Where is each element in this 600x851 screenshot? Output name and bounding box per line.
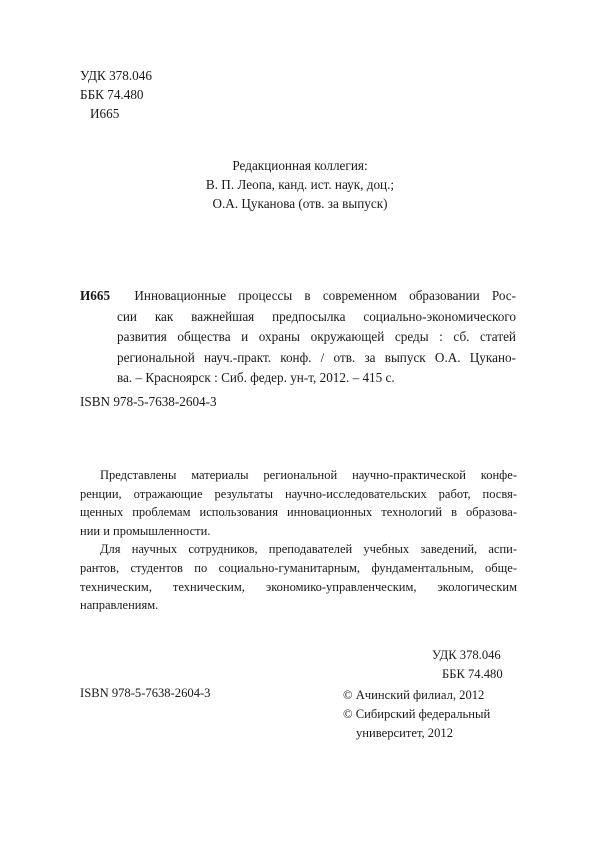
bbk-code-bottom: ББК 74.480 xyxy=(442,667,503,681)
catalog-line: ва. – Красноярск : Сиб. федер. ун-т, 2012. – 415 с. xyxy=(117,370,395,385)
copyright-line: © Ачинский филиал, 2012 xyxy=(343,688,485,702)
author-mark: И665 xyxy=(90,106,120,121)
top-classification-codes xyxy=(80,66,152,123)
udc-code: УДК 378.046 xyxy=(80,68,152,83)
catalog-line: региональной науч.-практ. конф. / отв. за выпуск О.А. Цуканo- xyxy=(117,349,516,365)
editorial-board xyxy=(0,156,600,214)
udc-code-bottom: УДК 378.046 xyxy=(432,648,501,662)
isbn-top: ISBN 978-5-7638-2604-3 xyxy=(80,394,217,409)
catalog-line: развития общества и охраны окружающей среды : сб. статей xyxy=(117,329,516,344)
copyright-block xyxy=(343,686,490,744)
annotation-line: щенных проблемам использования инновационных технологий в образова- xyxy=(80,505,517,520)
catalog-code: И665 xyxy=(80,288,111,303)
annotation-line: направлениям. xyxy=(80,598,159,613)
annotation-line: Для научных сотрудников, преподавателей учебных заведений, аспи- xyxy=(100,542,517,557)
annotation-line: рантов, студентов по социально-гуманитарным, фундаментальным, обще- xyxy=(80,560,517,575)
catalog-line xyxy=(80,286,516,307)
editorial-board-member: О.А. Цуканова (отв. за выпуск) xyxy=(212,196,388,212)
copyright-line: © Сибирский федеральный xyxy=(343,707,491,722)
editorial-board-heading: Редакционная коллегия: xyxy=(232,158,368,173)
annotation-line: ренции, отражающие результаты научно-исследовательских работ, посвя- xyxy=(80,486,517,501)
catalog-entry xyxy=(80,286,516,389)
catalog-line: сии как важнейшая предпосылка социально-экономического xyxy=(117,308,516,324)
copyright-line: университет, 2012 xyxy=(356,726,453,741)
editorial-board-member: В. П. Леопа, канд. ист. наук, доц.; xyxy=(205,177,395,193)
bbk-code: ББК 74.480 xyxy=(80,87,144,102)
annotation-line: нии и промышленности. xyxy=(80,523,211,538)
annotation-line: техническим, техническим, экономико-управленческим, экологическим xyxy=(80,579,517,594)
isbn-bottom: ISBN 978-5-7638-2604-3 xyxy=(80,686,211,700)
annotation-line: Представлены материалы региональной научно-практической конфе- xyxy=(100,468,517,482)
annotation xyxy=(80,466,517,615)
bottom-classification-codes xyxy=(432,646,503,684)
catalog-line-text: Инновационные процессы в современном образовании Рос- xyxy=(134,288,516,303)
